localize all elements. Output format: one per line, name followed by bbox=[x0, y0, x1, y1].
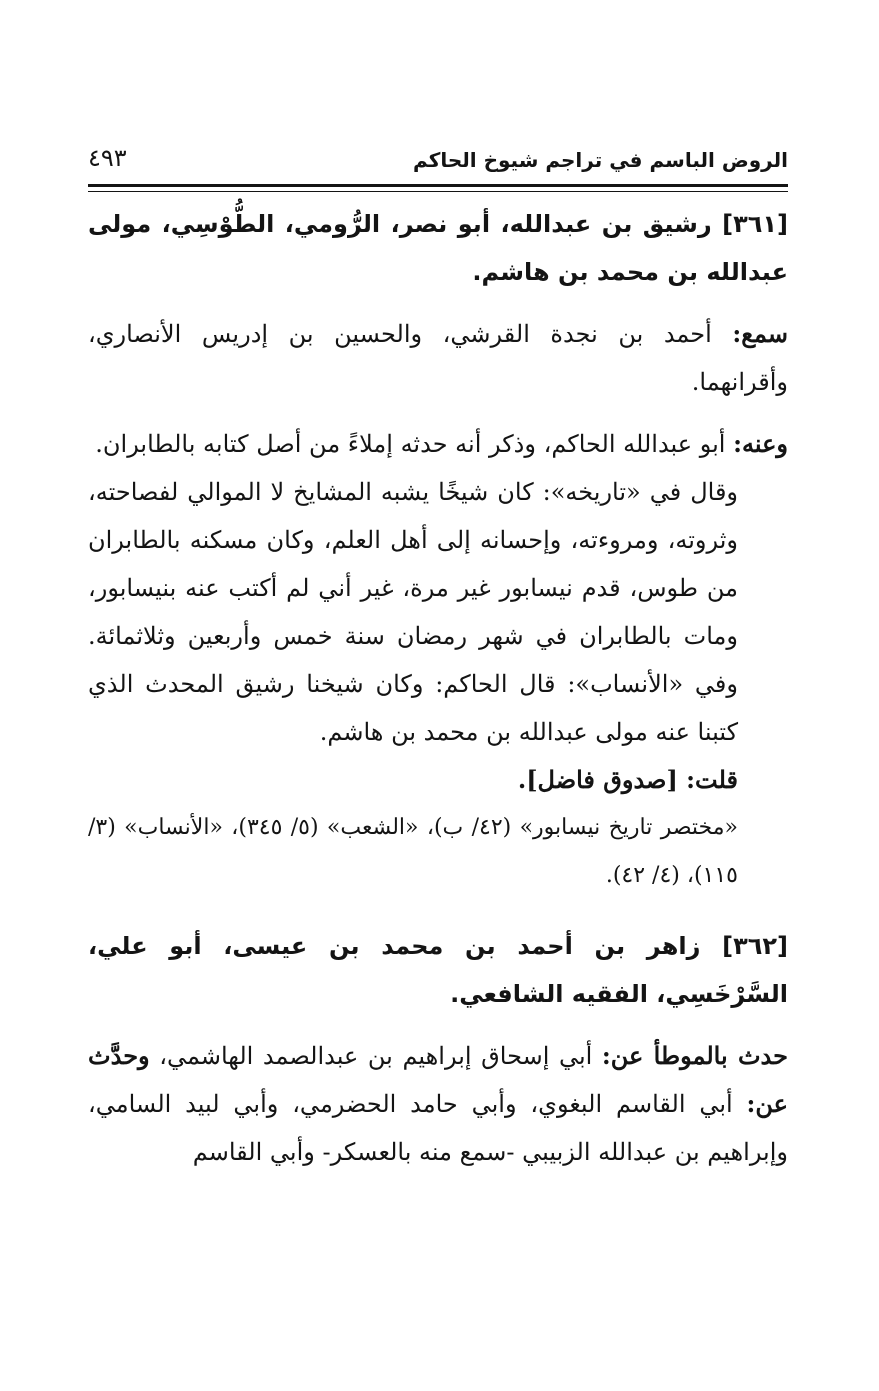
entry-heading-362: [٣٦٢] زاهر بن أحمد بن محمد بن عيسى، أبو علي، السَّرْخَسِي، الفقيه الشافعي. bbox=[88, 932, 788, 1008]
header-rule-thin bbox=[88, 191, 788, 192]
text-narrated-muwatta: أبي إسحاق إبراهيم بن عبدالصمد الهاشمي، bbox=[149, 1042, 602, 1070]
header-rule-thick bbox=[88, 184, 788, 187]
spacer bbox=[88, 406, 788, 420]
text-from: أبو عبدالله الحاكم، وذكر أنه حدثه إملاءً من أصل كتابه بالطابران. bbox=[95, 430, 734, 458]
page-body bbox=[88, 200, 788, 1176]
entry-heading-361: [٣٦١] رشيق بن عبدالله، أبو نصر، الرُّومي، الطُّوْسِي، مولى عبدالله بن محمد بن هاشم. bbox=[88, 210, 788, 286]
page-number: ٤٩٣ bbox=[88, 144, 127, 172]
page-header bbox=[88, 138, 788, 184]
text-heard: أحمد بن نجدة القرشي، والحسين بن إدريس الأنصاري، وأقرانهما. bbox=[88, 320, 788, 396]
paragraph-narrated bbox=[88, 1032, 788, 1176]
running-title: الروض الباسم في تراجم شيوخ الحاكم bbox=[413, 148, 788, 172]
spacer bbox=[88, 900, 788, 922]
label-from: وعنه: bbox=[733, 429, 788, 458]
text-narrated-from: أبي القاسم البغوي، وأبي حامد الحضرمي، وأبي لبيد السامي، وإبراهيم بن عبدالله الزبيبي -سمع منه بالعسكر- وأبي القاسم bbox=[88, 1090, 788, 1166]
label-heard: سمع: bbox=[732, 319, 788, 348]
label-narrated-from: وحدَّث عن: bbox=[88, 1041, 788, 1118]
paragraph-heard bbox=[88, 310, 788, 406]
paragraph-history: وقال في «تاريخه»: كان شيخًا يشبه المشايخ لا الموالي لفصاحته، وثروته، ومروءته، وإحسانه إلى أهل العلم، وكان مسكنه بالطابران من طوس، قدم نيسابور غير مرة، غير أني لم أكتب عنه بنيسابور، ومات بالطابران في شهر رمضان سنة خمس وأربعين وثلاثمائة. وفي «الأنساب»: قال الحاكم: وكان شيخنا رشيق المحدث الذي كتبنا عنه مولى عبدالله بن محمد بن هاشم. bbox=[88, 478, 738, 746]
paragraph-from bbox=[88, 420, 788, 468]
spacer bbox=[88, 296, 788, 310]
sources-361: «مختصر تاريخ نيسابور» (٤٢/ ب)، «الشعب» (٥/ ٣٤٥)، «الأنساب» (٣/ ١١٥)، (٤/ ٤٢). bbox=[88, 815, 738, 888]
verdict: قلت: [صدوق فاضل]. bbox=[517, 765, 738, 794]
label-narrated-muwatta: حدث بالموطأ عن: bbox=[601, 1041, 788, 1070]
spacer bbox=[88, 1018, 788, 1032]
